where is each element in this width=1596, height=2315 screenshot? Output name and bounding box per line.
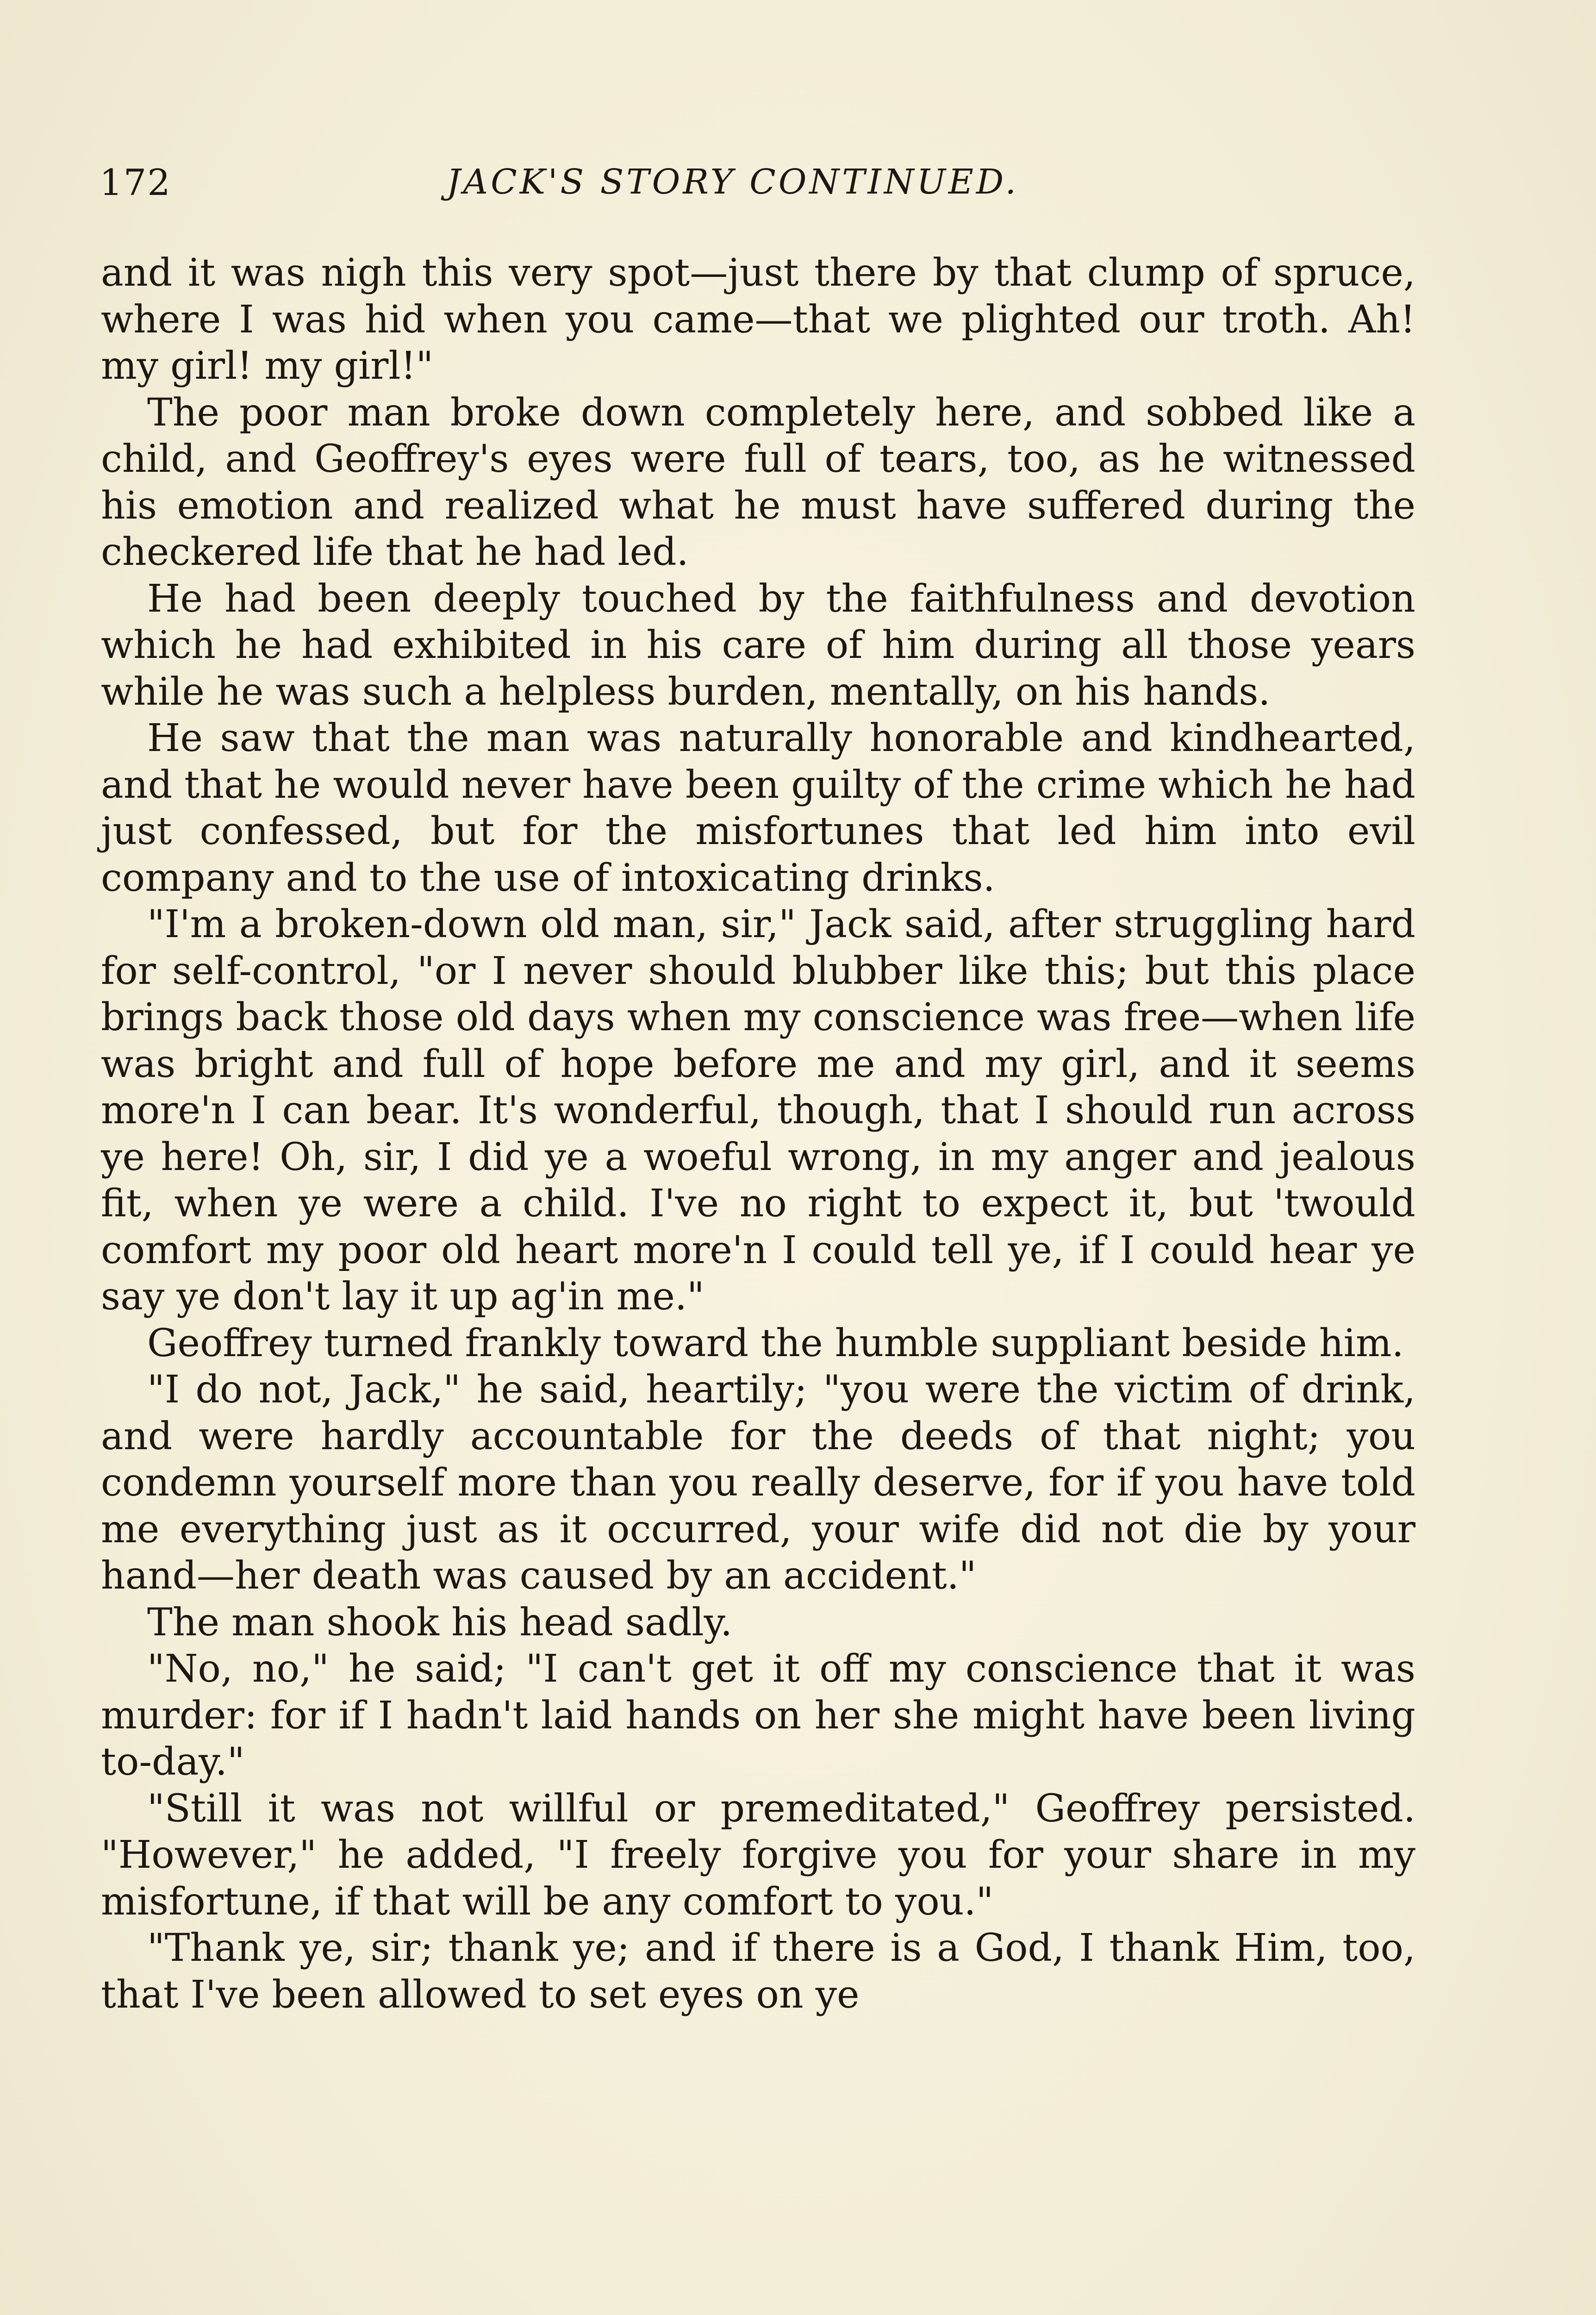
paragraph: He had been deeply touched by the faithfulness and devotion which he had exhibited in his care of him during all those years while he was such a helpless burden, mentally, on his hands.	[101, 576, 1415, 714]
body-text	[101, 250, 1415, 2018]
paragraph: "No, no," he said; "I can't get it off my conscience that it was murder: for if I hadn't laid hands on her she might have been living to-day."	[101, 1647, 1415, 1784]
paragraph: The poor man broke down completely here, and sobbed like a child, and Geoffrey's eyes were full of tears, too, as he witnessed his emotion and realized what he must have suffered during the checkered life that he had led.	[101, 390, 1415, 574]
paragraph: He saw that the man was naturally honorable and kindhearted, and that he would never have been guilty of the crime which he had just confessed, but for the misfortunes that led him into evil company and to the use of intoxicating drinks.	[101, 716, 1415, 900]
page-number: 172	[100, 162, 171, 204]
paragraph: The man shook his head sadly.	[147, 1600, 733, 1645]
paragraph: "I do not, Jack," he said, heartily; "you were the victim of drink, and were hardly accountable for the deeds of that night; you condemn yourself more than you really deserve, for if you have told me everything just as it occurred, your wife did not die by your hand—her death was caused by an accident."	[101, 1368, 1415, 1598]
paragraph: "I'm a broken-down old man, sir," Jack said, after struggling hard for self-control, "or I never should blubber like this; but this place brings back those old days when my conscience was free—when life was bright and full of hope before me and my girl, and it seems more'n I can bear. It's wonderful, though, that I should run across ye here! Oh, sir, I did ye a woeful wrong, in my anger and jealous fit, when ye were a child. I've no right to expect it, but 'twould comfort my poor old heart more'n I could tell ye, if I could hear ye say ye don't lay it up ag'in me."	[101, 902, 1415, 1319]
paragraph: "Still it was not willful or premeditated," Geoffrey persisted. "However," he added, "I freely forgive you for your share in my misfortune, if that will be any comfort to you."	[101, 1786, 1415, 1924]
paragraph: "Thank ye, sir; thank ye; and if there is a God, I thank Him, too, that I've been allowed to set eyes on ye	[101, 1926, 1415, 2017]
page-header	[100, 162, 1428, 213]
running-head: JACK'S STORY CONTINUED.	[447, 162, 1019, 202]
paragraph: and it was nigh this very spot—just there by that clump of spruce, where I was hid when you came—that we plighted our troth. Ah! my girl! my girl!"	[101, 251, 1415, 388]
paragraph: Geoffrey turned frankly toward the humble suppliant beside him.	[147, 1321, 1404, 1365]
